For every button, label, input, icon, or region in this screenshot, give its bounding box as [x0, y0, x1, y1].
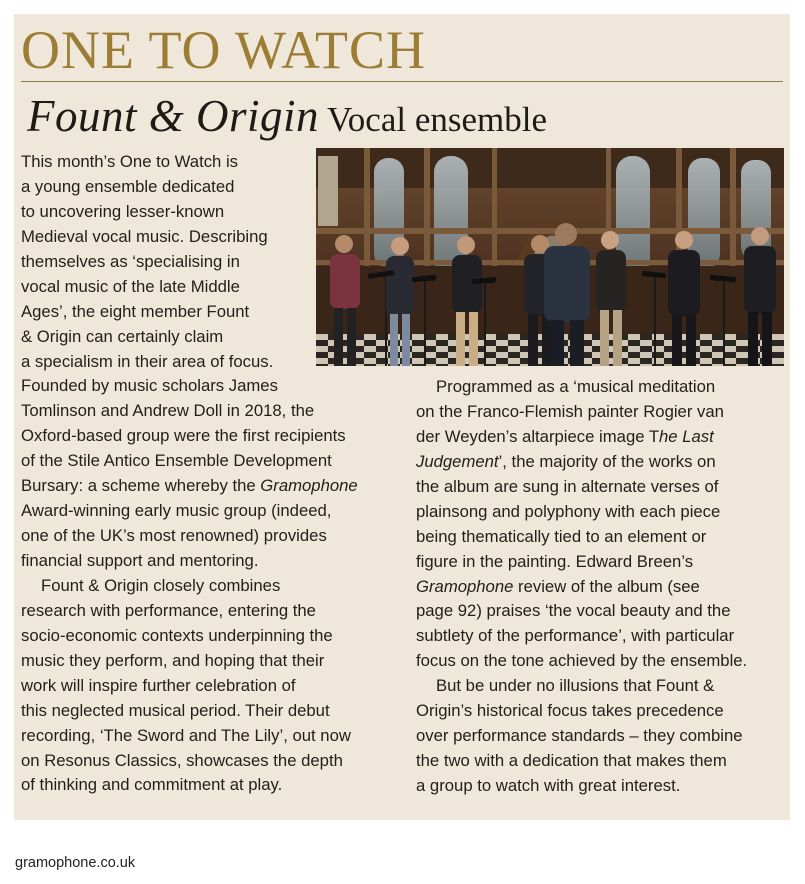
text-segment: work will inspire further celebration of: [21, 675, 296, 695]
text-line: [416, 599, 791, 624]
text-segment: Medieval vocal music. Describing: [21, 226, 268, 246]
article-column-right: [416, 375, 791, 799]
text-line: [416, 575, 791, 600]
text-segment: a specialism in their area of focus.: [21, 351, 274, 371]
text-segment: themselves as ‘specialising in: [21, 251, 240, 271]
text-segment: music they perform, and hoping that their: [21, 650, 325, 670]
text-line: [21, 474, 396, 499]
text-segment: over performance standards – they combine: [416, 726, 743, 746]
text-line: [416, 450, 791, 475]
text-segment: plainsong and polyphony with each piece: [416, 501, 721, 521]
text-line: [21, 599, 396, 624]
text-line: [21, 674, 396, 699]
text-segment: Bursary: a scheme whereby the: [21, 476, 261, 496]
text-segment: on Resonus Classics, showcases the depth: [21, 750, 343, 770]
header-rule: [21, 81, 783, 82]
text-line: [416, 550, 791, 575]
text-segment: ’, the majority of the works on: [498, 451, 716, 471]
text-segment: Ages’, the eight member Fount: [21, 301, 250, 321]
text-segment: Fount & Origin closely combines: [41, 575, 281, 595]
text-line: [21, 549, 396, 574]
text-segment: to uncovering lesser-known: [21, 201, 225, 221]
text-segment: a young ensemble dedicated: [21, 176, 235, 196]
text-line: [416, 500, 791, 525]
text-line: [416, 724, 791, 749]
article-headline: [27, 88, 547, 148]
text-line: [416, 749, 791, 774]
text-line: [21, 649, 396, 674]
text-line: [416, 425, 791, 450]
text-segment: one of the UK’s most renowned) provides: [21, 526, 327, 546]
text-line: [416, 674, 791, 699]
text-line: [21, 424, 396, 449]
text-segment: the album are sung in alternate verses of: [416, 476, 719, 496]
text-segment: Founded by music scholars James: [21, 376, 278, 396]
text-line: [21, 773, 396, 798]
text-segment: this neglected musical period. Their debut: [21, 700, 330, 720]
text-segment: focus on the tone achieved by the ensemble.: [416, 651, 748, 671]
text-segment: financial support and mentoring.: [21, 551, 259, 570]
text-segment: figure in the painting. Edward Breen’s: [416, 551, 694, 571]
section-kicker: ONE TO WATCH: [21, 20, 427, 80]
site-url: gramophone.co.uk: [15, 855, 136, 871]
text-segment: Award-winning early music group (indeed,: [21, 501, 332, 521]
text-line: [416, 400, 791, 425]
text-line: [416, 624, 791, 649]
text-segment: This month’s One to Watch is: [21, 152, 239, 171]
text-line: [21, 524, 396, 549]
ensemble-name: Fount & Origin: [27, 91, 320, 141]
text-segment: of the Stile Antico Ensemble Development: [21, 451, 332, 471]
text-segment: der Weyden’s altarpiece image T: [416, 426, 660, 446]
text-segment: page 92) praises ‘the vocal beauty and the: [416, 601, 731, 621]
text-segment: Tomlinson and Andrew Doll in 2018, the: [21, 401, 315, 421]
text-segment: socio-economic contexts underpinning the: [21, 625, 333, 645]
text-segment: of thinking and commitment at play.: [21, 775, 283, 795]
ensemble-photo: [316, 148, 784, 366]
italic-text: Judgement: [416, 451, 499, 471]
text-line: [416, 475, 791, 500]
text-segment: Programmed as a ‘musical meditation: [436, 377, 716, 396]
text-line: [21, 374, 396, 399]
italic-text: Gramophone: [260, 476, 358, 496]
text-segment: recording, ‘The Sword and The Lily’, out now: [21, 725, 351, 745]
text-line: [21, 574, 396, 599]
text-segment: review of the album (see: [513, 576, 700, 596]
text-segment: being thematically tied to an element or: [416, 526, 707, 546]
text-line: [416, 649, 791, 674]
text-segment: subtlety of the performance’, with particular: [416, 626, 735, 646]
text-line: [416, 375, 791, 400]
text-segment: on the Franco-Flemish painter Rogier van: [416, 401, 724, 421]
text-line: [21, 749, 396, 774]
text-line: [21, 449, 396, 474]
text-segment: a group to watch with great interest.: [416, 776, 681, 795]
text-segment: & Origin can certainly claim: [21, 326, 224, 346]
text-segment: But be under no illusions that Fount &: [436, 676, 715, 696]
text-line: [21, 699, 396, 724]
italic-text: he Last: [659, 426, 714, 446]
text-line: [21, 724, 396, 749]
text-line: [416, 774, 791, 799]
italic-text: Gramophone: [416, 576, 514, 596]
text-segment: the two with a dedication that makes them: [416, 751, 727, 771]
text-line: [416, 699, 791, 724]
text-line: [21, 624, 396, 649]
text-segment: research with performance, entering the: [21, 600, 316, 620]
ensemble-description: Vocal ensemble: [327, 100, 547, 139]
text-line: [416, 525, 791, 550]
text-segment: vocal music of the late Middle: [21, 276, 240, 296]
text-segment: Origin’s historical focus takes precedence: [416, 701, 724, 721]
text-segment: Oxford-based group were the first recipients: [21, 426, 346, 446]
text-line: [21, 499, 396, 524]
text-line: [21, 399, 396, 424]
